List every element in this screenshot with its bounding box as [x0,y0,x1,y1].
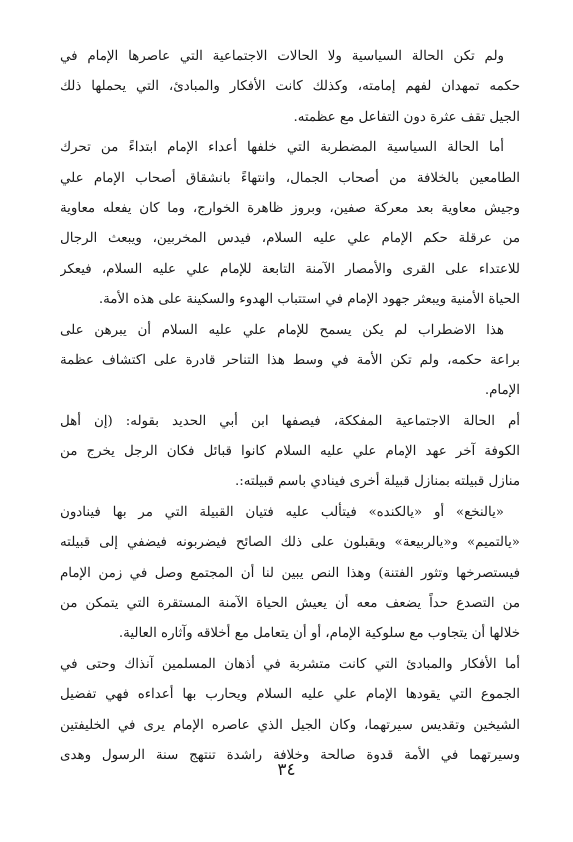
paragraph-4 [60,407,520,498]
text-line: الجموع التي يقودها الإمام علي عليه السلام ويحارب بها أعداءه فهي تفضيل [60,687,520,703]
paragraph-2 [60,133,520,315]
text-line: الإمام. [484,383,520,399]
page-body [60,42,520,771]
text-line: حكمه تمهدان لفهم إمامته، وكذلك كانت الأفكار والمبادئ، التي يحملها ذلك [60,79,520,95]
text-line: من عرقلة حكم الإمام علي عليه السلام، فيدس المخربين، ويبعث الرجال [60,231,520,247]
paragraph-6 [60,650,520,772]
text-line: من التصدع حداً يضعف معه أن يعيش الحياة الآمنة المستقرة التي يتمكن من [60,596,520,612]
text-line: أما الأفكار والمبادئ التي كانت متشربة في أذهان المسلمين آنذاك وحتى في [60,656,520,672]
text-line: منازل قبيلته بمنازل قبيلة أخرى فينادي باسم قبيلته:. [234,474,520,490]
text-line: ولم تكن الحالة السياسية ولا الحالات الاجتماعية التي عاصرها الإمام في [60,49,504,64]
text-line: خلالها أن يتجاوب مع سلوكية الإمام، أو أن يتعامل مع أخلاقه وآثاره العالية. [118,626,520,642]
text-line: أما الحالة السياسية المضطربة التي خلفها أعداء الإمام ابتداءً من تحرك [60,140,504,156]
text-line: براعة حكمه، ولم تكن الأمة في وسط هذا التناحر قادرة على اكتشاف عظمة [60,352,520,368]
text-line: وسيرتهما في الأمة قدوة صالحة وخلافة راشدة تنتهج سنة الرسول وهدى [60,747,520,763]
paragraph-5 [60,498,520,650]
text-line: فيستصرخها وتثور الفتنة) وهذا النص يبين لنا أن المجتمع وصل في زمن الإمام [60,565,520,581]
text-line: للاعتداء على القرى والأمصار الآمنة التابعة للإمام علي عليه السلام، فيعكر [60,261,520,277]
text-line: «يالتميم» و«يالربيعة» ويقبلون على ذلك الصائح فيضربونه فيضفي إلى قبيلته [60,535,520,551]
text-line: الطامعين بالخلافة من أصحاب الجمال، وانتهاءً بانشقاق أصحاب الإمام علي [60,170,520,186]
paragraph-3 [60,316,520,407]
text-line: الجيل تقف عثرة دون التفاعل مع عظمته. [293,109,520,125]
text-line: أم الحالة الاجتماعية المفككة، فيصفها ابن أبي الحديد بقوله: (إن أهل [60,413,520,429]
text-line: الشيخين وتقديس سيرتهما، وكان الجيل الذي عاصره الإمام يرى في الخليفتين [60,717,520,733]
text-line: هذا الاضطراب لم يكن يسمح للإمام علي عليه السلام أن يبرهن على [60,322,504,338]
text-line: «يالنخع» أو «يالكنده» فيتألب عليه فتيان القبيلة التي مر بها فينادون [60,504,504,520]
text-line: الكوفة آخر عهد الإمام علي عليه السلام كانوا قبائل فكان الرجل يخرج من [60,444,520,460]
page-number: ٣٤ [277,760,296,780]
paragraph-1 [60,42,520,133]
text-line: وجيش معاوية بعد معركة صفين، وبروز ظاهرة الخوارج، وما كان يفعله معاوية [60,200,520,216]
text-line: الحياة الأمنية ويبعثر جهود الإمام في استتباب الهدوء والسكينة على هذه الأمة. [98,292,520,308]
